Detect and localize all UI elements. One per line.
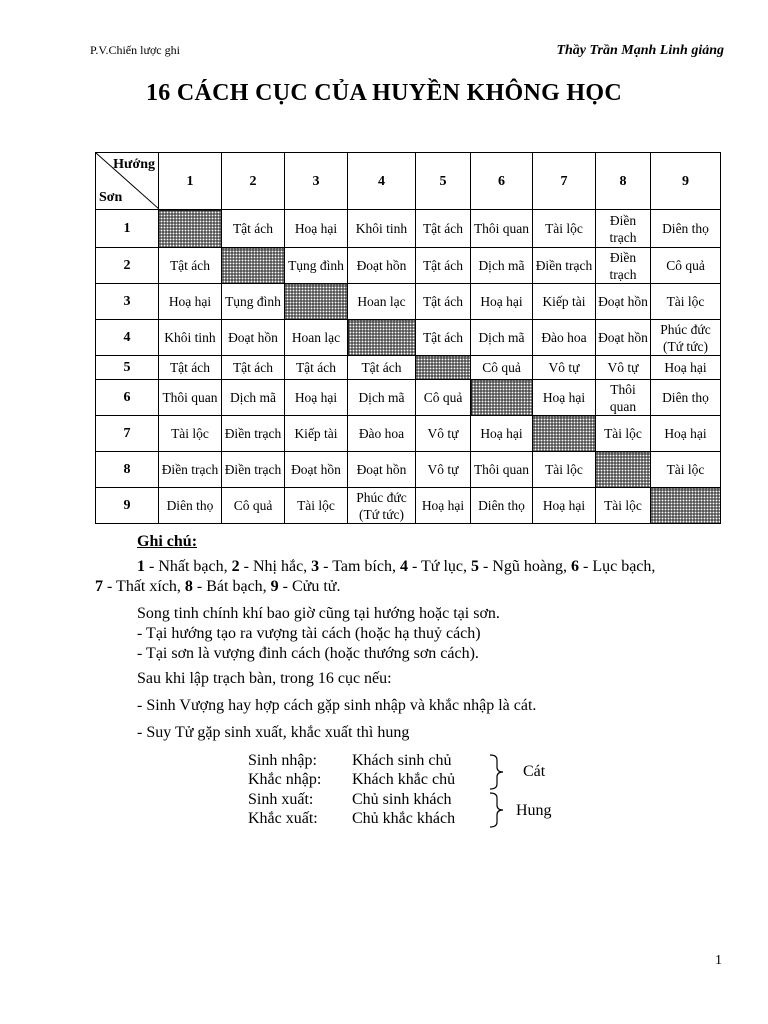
table-cell: Cô quả [416, 380, 471, 416]
table-cell: Hoạ hại [471, 284, 533, 320]
table-cell: Kiếp tài [533, 284, 596, 320]
column-header: 7 [533, 153, 596, 210]
row-header: 2 [96, 248, 159, 284]
table-cell: Đào hoa [533, 320, 596, 356]
shaded-cell [348, 320, 416, 356]
column-header: 5 [416, 153, 471, 210]
table-row [96, 210, 721, 248]
row-header: 4 [96, 320, 159, 356]
star-list-line-2: 7 - Thất xích, 8 - Bát bạch, 9 - Cửu tử. [95, 578, 341, 595]
table-cell: Tật ách [222, 356, 285, 380]
relation-desc-3: Chủ sinh khách [352, 791, 452, 808]
table-row [96, 452, 721, 488]
row-header: 3 [96, 284, 159, 320]
relation-desc-2: Khách khắc chủ [352, 771, 456, 788]
table-cell: Đoạt hồn [222, 320, 285, 356]
star-number: 2 [231, 558, 240, 575]
table-cell: Kiếp tài [285, 416, 348, 452]
table-row [96, 380, 721, 416]
relation-term-2: Khắc nhập: [248, 771, 322, 788]
result-good: Cát [523, 763, 546, 780]
column-header: 8 [596, 153, 651, 210]
table-row [96, 284, 721, 320]
table-cell: Cô quả [222, 488, 285, 524]
table-cell: Vô tự [596, 356, 651, 380]
star-name: Tứ lục [421, 558, 464, 575]
table-cell: Đoạt hồn [596, 320, 651, 356]
table-cell: Vô tự [416, 452, 471, 488]
corner-label-son: Sơn [99, 190, 123, 205]
shaded-cell [416, 356, 471, 380]
note-paragraph-1: Song tinh chính khí bao giờ cũng tại hướng hoặc tại sơn. [137, 605, 500, 622]
note-paragraph-4: Sau khi lập trạch bàn, trong 16 cục nếu: [137, 670, 392, 687]
table-cell: Thôi quan [159, 380, 222, 416]
table-cell: Hoạ hại [651, 416, 721, 452]
shaded-cell [533, 416, 596, 452]
table-cell: Diên thọ [159, 488, 222, 524]
note-paragraph-5: - Sinh Vượng hay hợp cách gặp sinh nhập và khắc nhập là cát. [137, 697, 537, 714]
table-cell: Dịch mã [471, 248, 533, 284]
table-cell: Dịch mã [471, 320, 533, 356]
star-number: 9 [270, 578, 279, 595]
column-header: 2 [222, 153, 285, 210]
column-header: 1 [159, 153, 222, 210]
note-paragraph-3: - Tại sơn là vượng đinh cách (hoặc thướng sơn cách). [137, 645, 479, 662]
column-header: 9 [651, 153, 721, 210]
shaded-cell [285, 284, 348, 320]
table-cell: Tật ách [222, 210, 285, 248]
table-cell: Khôi tinh [348, 210, 416, 248]
relation-term-4: Khắc xuất: [248, 810, 318, 827]
table-cell: Hoạ hại [533, 380, 596, 416]
table-cell: Tụng đình [285, 248, 348, 284]
relation-term-3: Sinh xuất: [248, 791, 314, 808]
table-cell: Thôi quan [471, 210, 533, 248]
table-cell: Tài lộc [533, 210, 596, 248]
table-cell: Điền trạch [596, 210, 651, 248]
table-cell: Vô tự [416, 416, 471, 452]
table-cell: Tài lộc [285, 488, 348, 524]
table-row [96, 416, 721, 452]
table-cell: Điền trạch [596, 248, 651, 284]
star-name: Bát bạch [206, 578, 263, 595]
row-header: 5 [96, 356, 159, 380]
table-cell: Tài lộc [651, 452, 721, 488]
note-paragraph-6: - Suy Tử gặp sinh xuất, khắc xuất thì hung [137, 724, 410, 741]
table-cell: Khôi tinh [159, 320, 222, 356]
table-cell: Hoan lạc [285, 320, 348, 356]
table-cell: Đoạt hồn [348, 248, 416, 284]
table-cell: Phúc đức (Tứ tức) [348, 488, 416, 524]
table-cell: Tài lộc [533, 452, 596, 488]
star-name: Ngũ hoàng [492, 558, 563, 575]
table-cell: Tật ách [348, 356, 416, 380]
table-cell: Tài lộc [651, 284, 721, 320]
column-header: 3 [285, 153, 348, 210]
shaded-cell [471, 380, 533, 416]
table-cell: Tụng đình [222, 284, 285, 320]
table-cell: Diên thọ [651, 210, 721, 248]
brace-good-icon [488, 754, 508, 790]
table-cell: Đoạt hồn [348, 452, 416, 488]
table-cell: Cô quả [651, 248, 721, 284]
table-row [96, 356, 721, 380]
table-cell: Điền trạch [222, 416, 285, 452]
table-cell: Hoạ hại [471, 416, 533, 452]
row-header: 6 [96, 380, 159, 416]
star-name: Cửu tử [292, 578, 337, 595]
table-cell: Hoạ hại [533, 488, 596, 524]
table-cell: Diên thọ [651, 380, 721, 416]
star-name: Nhị hắc [252, 558, 304, 575]
brace-bad-icon [488, 792, 508, 828]
table-cell: Tài lộc [159, 416, 222, 452]
star-name: Thất xích [116, 578, 177, 595]
table-cell: Thôi quan [596, 380, 651, 416]
column-header: 6 [471, 153, 533, 210]
relation-desc-4: Chủ khắc khách [352, 810, 456, 827]
star-number: 4 [399, 558, 408, 575]
header-left: P.V.Chiến lược ghi [90, 43, 180, 57]
shaded-cell [222, 248, 285, 284]
table-row [96, 248, 721, 284]
table-row [96, 320, 721, 356]
notes-heading: Ghi chú: [137, 533, 198, 550]
table-cell: Điền trạch [222, 452, 285, 488]
star-number: 5 [471, 558, 480, 575]
table-row [96, 488, 721, 524]
result-bad: Hung [516, 802, 552, 819]
page-number: 1 [715, 953, 722, 968]
table-cell: Điền trạch [533, 248, 596, 284]
header-right: Thầy Trần Mạnh Linh giảng [556, 43, 724, 58]
relation-term-1: Sinh nhập: [248, 752, 317, 769]
column-header: 4 [348, 153, 416, 210]
table-cell: Hoạ hại [159, 284, 222, 320]
table-cell: Hoạ hại [285, 380, 348, 416]
shaded-cell [596, 452, 651, 488]
table-cell: Diên thọ [471, 488, 533, 524]
star-number: 7 [95, 578, 103, 595]
page-title: 16 CÁCH CỤC CỦA HUYỀN KHÔNG HỌC [146, 80, 622, 106]
table-cell: Tật ách [159, 356, 222, 380]
table-cell: Tật ách [416, 320, 471, 356]
row-header: 8 [96, 452, 159, 488]
cach-cuc-table [95, 152, 721, 524]
star-name: Lục bạch [592, 558, 652, 575]
star-number: 6 [571, 558, 579, 575]
table-cell: Dịch mã [222, 380, 285, 416]
table-cell: Tật ách [159, 248, 222, 284]
star-list-line-1: 1 - Nhất bạch, 2 - Nhị hắc, 3 - Tam bích, 4 - Tứ lục, 5 - Ngũ hoàng, 6 - Lục bạch, [137, 558, 656, 575]
star-name: Nhất bạch [158, 558, 224, 575]
table-cell: Cô quả [471, 356, 533, 380]
row-header: 7 [96, 416, 159, 452]
relation-desc-1: Khách sinh chủ [352, 752, 452, 769]
star-name: Tam bích [332, 558, 392, 575]
table-cell: Dịch mã [348, 380, 416, 416]
row-header: 1 [96, 210, 159, 248]
star-number: 1 [137, 558, 145, 575]
shaded-cell [159, 210, 222, 248]
table-cell: Hoan lạc [348, 284, 416, 320]
table-cell: Tài lộc [596, 488, 651, 524]
shaded-cell [651, 488, 721, 524]
table-corner [96, 153, 159, 210]
star-number: 8 [184, 578, 193, 595]
table-cell: Hoạ hại [651, 356, 721, 380]
table-cell: Tật ách [285, 356, 348, 380]
table-cell: Đào hoa [348, 416, 416, 452]
table-cell: Điền trạch [159, 452, 222, 488]
corner-label-huong: Hướng [113, 157, 155, 172]
table-cell: Phúc đức (Tứ tức) [651, 320, 721, 356]
star-number: 3 [311, 558, 320, 575]
table-cell: Vô tự [533, 356, 596, 380]
table-cell: Tật ách [416, 248, 471, 284]
table-cell: Tật ách [416, 284, 471, 320]
note-paragraph-2: - Tại hướng tạo ra vượng tài cách (hoặc hạ thuỷ cách) [137, 625, 481, 642]
row-header: 9 [96, 488, 159, 524]
table-cell: Đoạt hồn [285, 452, 348, 488]
table-cell: Tật ách [416, 210, 471, 248]
table-cell: Tài lộc [596, 416, 651, 452]
table-cell: Hoạ hại [416, 488, 471, 524]
table-cell: Hoạ hại [285, 210, 348, 248]
table-cell: Thôi quan [471, 452, 533, 488]
table-cell: Đoạt hồn [596, 284, 651, 320]
